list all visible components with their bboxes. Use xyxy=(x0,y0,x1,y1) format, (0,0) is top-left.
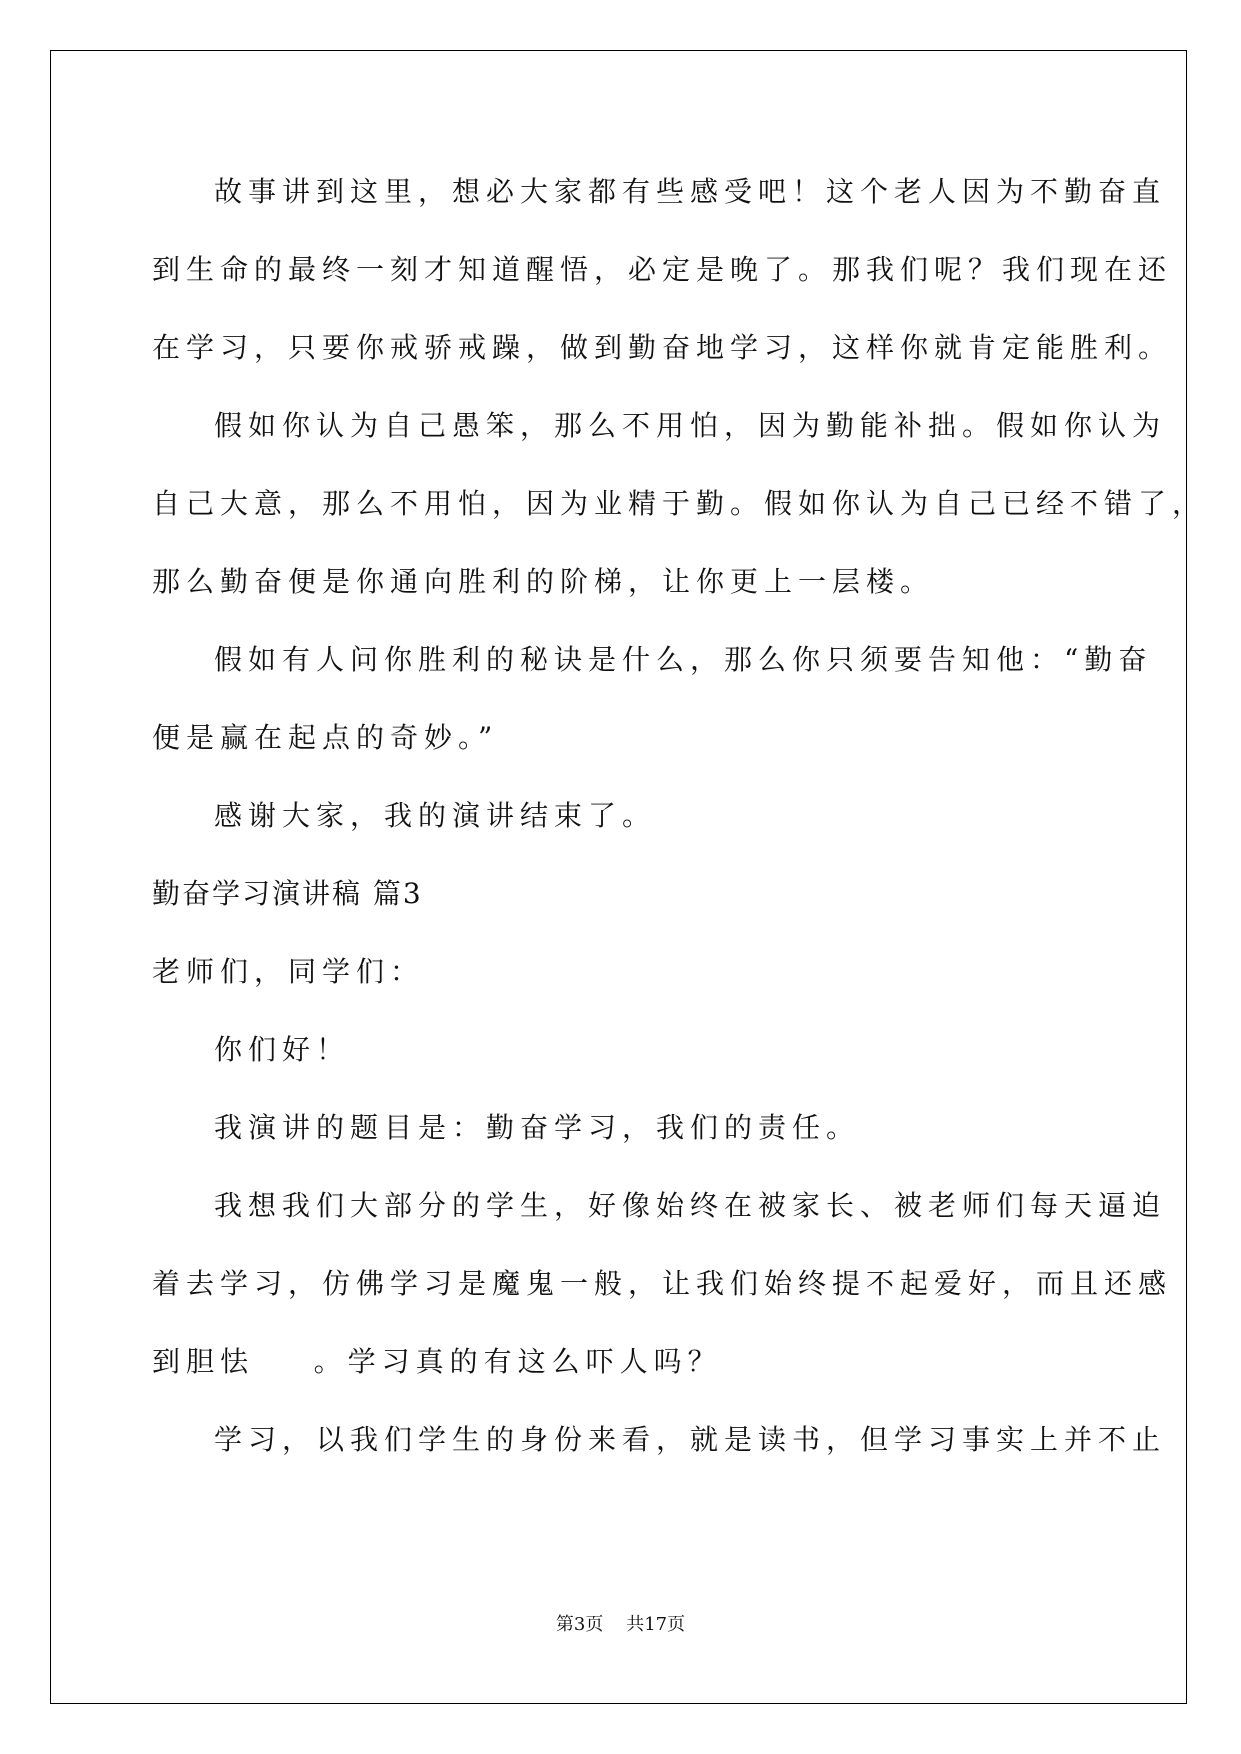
paragraph-line: 便是赢在起点的奇妙。” xyxy=(152,721,499,754)
paragraph-line: 学习，以我们学生的身份来看，就是读书，但学习事实上并不止 xyxy=(214,1423,1167,1456)
greeting: 你们好！ xyxy=(214,1033,351,1066)
paragraph-line: 到生命的最终一刻才知道醒悟，必定是晚了。那我们呢？我们现在还 xyxy=(152,253,1173,286)
page-footer: 第3页 共17页 xyxy=(555,1614,686,1635)
paragraph-line: 到胆怯 。学习真的有这么吓人吗？ xyxy=(152,1345,722,1378)
section-heading: 勤奋学习演讲稿 篇3 xyxy=(152,877,423,910)
paragraph-line: 假如有人问你胜利的秘诀是什么，那么你只须要告知他：“勤奋 xyxy=(214,643,1153,676)
paragraph-line: 我演讲的题目是：勤奋学习，我们的责任。 xyxy=(214,1111,861,1144)
paragraph-line: 那么勤奋便是你通向胜利的阶梯，让你更上一层楼。 xyxy=(152,565,935,598)
paragraph-line: 感谢大家，我的演讲结束了。 xyxy=(214,799,657,832)
salutation: 老师们，同学们： xyxy=(152,955,425,988)
paragraph-line: 假如你认为自己愚笨，那么不用怕，因为勤能补拙。假如你认为 xyxy=(214,409,1167,442)
paragraph-line: 自己大意，那么不用怕，因为业精于勤。假如你认为自己已经不错了， xyxy=(152,487,1207,520)
paragraph-line: 故事讲到这里，想必大家都有些感受吧！这个老人因为不勤奋直 xyxy=(214,175,1167,208)
paragraph-line: 在学习，只要你戒骄戒躁，做到勤奋地学习，这样你就肯定能胜利。 xyxy=(152,331,1173,364)
paragraph-line: 我想我们大部分的学生，好像始终在被家长、被老师们每天逼迫 xyxy=(214,1189,1167,1222)
paragraph-line: 着去学习，仿佛学习是魔鬼一般，让我们始终提不起爱好，而且还感 xyxy=(152,1267,1173,1300)
